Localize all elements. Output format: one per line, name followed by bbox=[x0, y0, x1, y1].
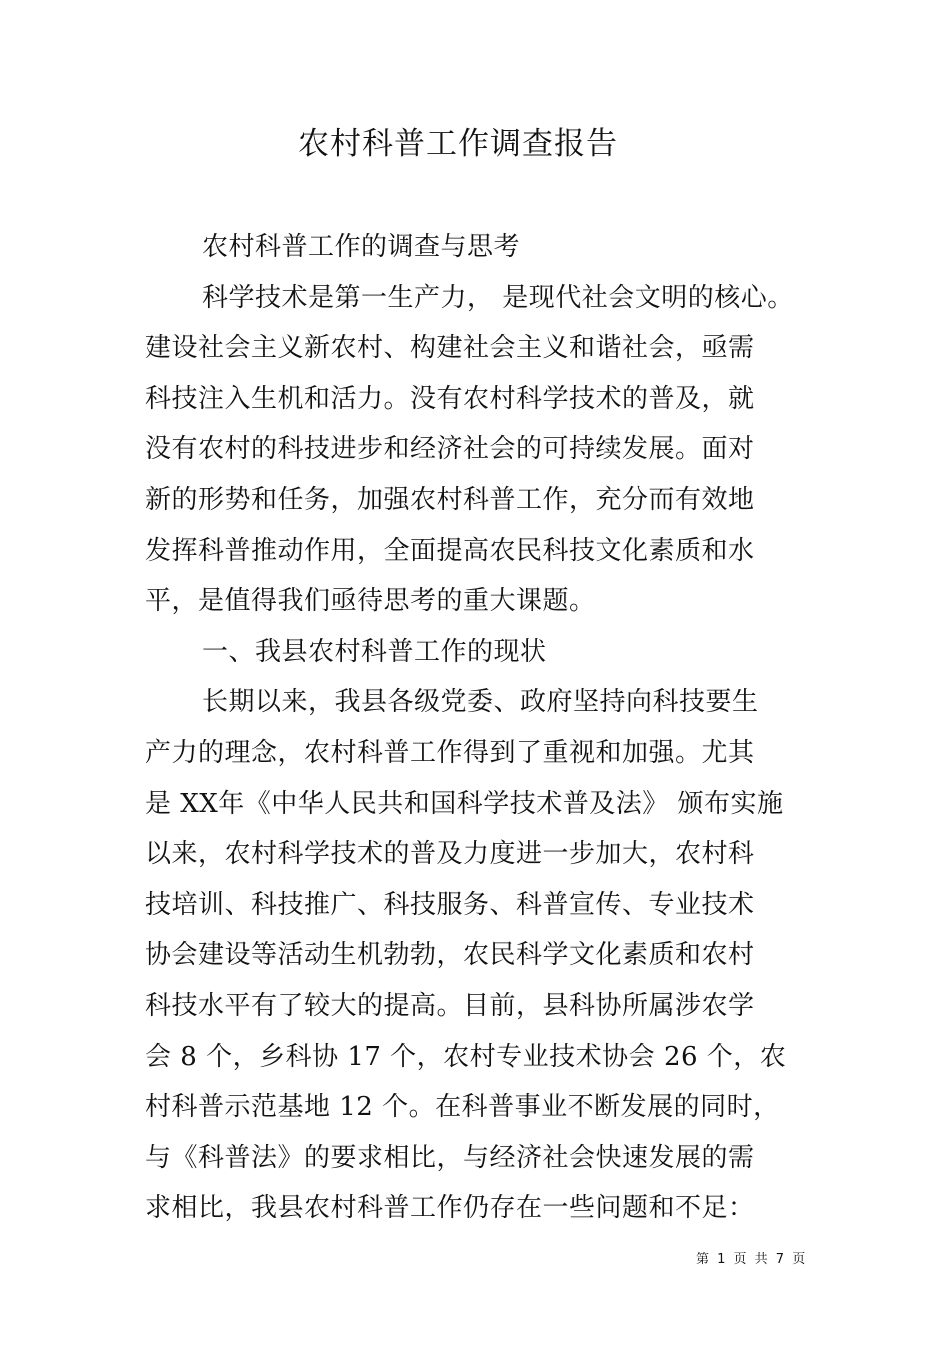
page-title: 农村科普工作调查报告 bbox=[298, 126, 618, 162]
paragraph-line: 协会建设等活动生机勃勃，农民科学文化素质和农村 bbox=[145, 940, 755, 971]
paragraph-line: 会 8 个，乡科协 17 个，农村专业技术协会 26 个，农 bbox=[145, 1041, 787, 1072]
paragraph-line: 建设社会主义新农村、构建社会主义和谐社会，亟需 bbox=[145, 333, 755, 364]
paragraph-line: 技培训、科技推广、科技服务、科普宣传、专业技术 bbox=[145, 889, 755, 920]
subtitle-line: 农村科普工作的调查与思考 bbox=[202, 232, 521, 262]
section-heading: 一、我县农村科普工作的现状 bbox=[202, 636, 547, 667]
paragraph-line: 平，是值得我们亟待思考的重大课题。 bbox=[145, 586, 596, 617]
paragraph-line: 是 XX年《中华人民共和国科学技术普及法》 颁布实施 bbox=[145, 788, 784, 819]
paragraph-line: 长期以来，我县各级党委、政府坚持向科技要生 bbox=[202, 687, 759, 718]
paragraph-line: 没有农村的科技进步和经济社会的可持续发展。面对 bbox=[145, 434, 755, 465]
paragraph-line: 求相比，我县农村科普工作仍存在一些问题和不足： bbox=[145, 1193, 755, 1224]
paragraph-line: 科技注入生机和活力。没有农村科学技术的普及，就 bbox=[145, 383, 755, 414]
paragraph-line: 发挥科普推动作用，全面提高农民科技文化素质和水 bbox=[145, 535, 755, 566]
page-number: 第 1 页 共 7 页 bbox=[696, 1252, 808, 1267]
paragraph-line: 新的形势和任务，加强农村科普工作，充分而有效地 bbox=[145, 484, 755, 515]
paragraph-line: 产力的理念，农村科普工作得到了重视和加强。尤其 bbox=[145, 737, 755, 768]
paragraph-line: 科技水平有了较大的提高。目前，县科协所属涉农学 bbox=[145, 990, 755, 1021]
paragraph-line: 村科普示范基地 12 个。在科普事业不断发展的同时， bbox=[145, 1092, 780, 1123]
paragraph-line: 以来，农村科学技术的普及力度进一步加大，农村科 bbox=[145, 839, 755, 870]
document-body bbox=[145, 222, 825, 1234]
paragraph-line: 与《科普法》的要求相比，与经济社会快速发展的需 bbox=[145, 1142, 755, 1173]
paragraph-line: 科学技术是第一生产力， 是现代社会文明的核心。 bbox=[202, 282, 794, 313]
